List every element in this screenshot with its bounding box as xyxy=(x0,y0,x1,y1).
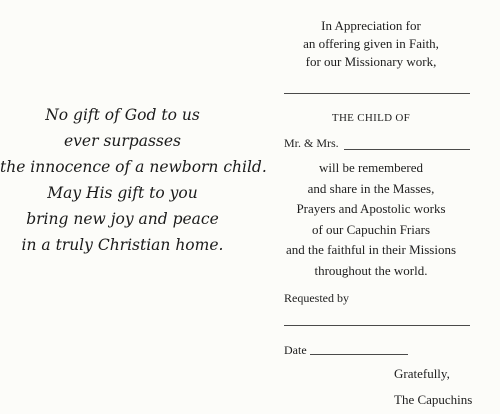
child-of-heading: THE CHILD OF xyxy=(331,112,411,124)
requested-by-label: Requested by xyxy=(284,291,349,305)
remembrance-line-5: and the faithful in their Missions xyxy=(285,242,457,257)
poem-line-3: the innocence of a newborn child. xyxy=(0,158,267,176)
right-panel xyxy=(262,0,500,414)
appreciation-line-2: an offering given in Faith, xyxy=(303,36,439,51)
signature-text: The Capuchins xyxy=(394,392,473,407)
blessing-poem xyxy=(0,102,267,258)
date-label: Date xyxy=(284,343,307,357)
poem-line-4: May His gift to you xyxy=(47,184,198,202)
child-name-line xyxy=(284,93,470,94)
remembrance-line-1: will be remembered xyxy=(319,160,423,175)
poem-line-2: ever surpasses xyxy=(64,132,181,150)
remembrance-line-4: of our Capuchin Friars xyxy=(311,222,431,237)
remembrance-line-3: Prayers and Apostolic works xyxy=(296,201,446,216)
poem-line-1: No gift of God to us xyxy=(45,106,200,124)
parents-label: Mr. & Mrs. xyxy=(284,136,339,150)
closing-text: Gratefully, xyxy=(394,366,450,381)
appreciation-line-1: In Appreciation for xyxy=(321,18,421,33)
parents-name-line xyxy=(344,149,470,150)
date-line xyxy=(310,354,408,355)
remembrance-line-6: throughout the world. xyxy=(314,263,428,278)
poem-line-5: bring new joy and peace xyxy=(26,210,219,228)
requested-by-line xyxy=(284,325,470,326)
poem-line-6: in a truly Christian home. xyxy=(21,236,224,254)
appreciation-line-3: for our Missionary work, xyxy=(305,54,437,69)
remembrance-line-2: and share in the Masses, xyxy=(307,181,435,196)
